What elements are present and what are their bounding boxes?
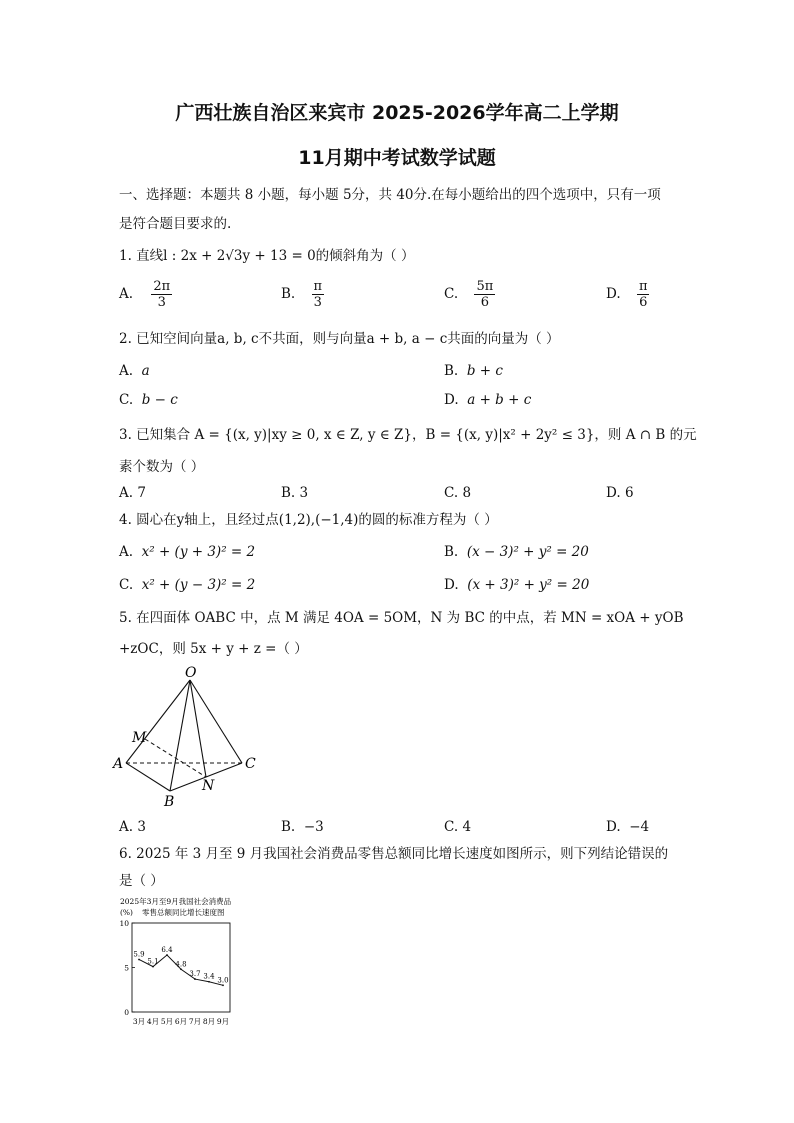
q2-option-c-label: C.	[119, 392, 134, 408]
q4-option-d-text: (x + 3)² + y² = 20	[467, 577, 590, 593]
label-a: A	[113, 756, 124, 772]
q5-option-b	[281, 818, 324, 836]
q4-option-a-label: A.	[119, 544, 134, 560]
chart-title-line2: 零售总额同比增长速度图	[142, 908, 225, 917]
x-tick-label: 4月	[146, 1017, 160, 1026]
q4-option-c	[119, 576, 255, 594]
data-value-label: 6.4	[161, 946, 173, 955]
q2-option-d	[444, 391, 531, 409]
data-value-label: 3.4	[203, 972, 215, 981]
x-tick-label: 6月	[174, 1017, 188, 1026]
q1-option-d-label: D.	[606, 286, 621, 302]
q1-option-c-num: 5π	[476, 279, 494, 294]
label-c: C	[245, 756, 256, 772]
q2-option-c	[119, 391, 178, 409]
q1-option-a-den: 3	[157, 295, 166, 310]
page-title-line1: 广西壮族自治区来宾市 2025-2026学年高二上学期	[175, 102, 619, 124]
edge-ab	[126, 763, 170, 791]
data-value-label: 3.7	[189, 970, 201, 979]
q1-option-b-den: 3	[313, 295, 322, 310]
q3-option-a-text: 7	[137, 485, 146, 501]
q1-option-c-frac	[474, 279, 495, 310]
q1-option-b-label: B.	[281, 286, 296, 302]
edge-oc	[190, 680, 242, 763]
q5-option-c-text: 4	[462, 819, 472, 835]
data-point	[152, 966, 154, 968]
q5-option-c-label: C.	[444, 819, 459, 835]
label-o: O	[185, 665, 197, 681]
q3-option-b	[281, 484, 308, 502]
q4-option-a	[119, 543, 255, 561]
q3-option-d-label: D.	[606, 485, 621, 501]
q2-option-a-text: a	[141, 363, 150, 379]
chart-title-line1: 2025年3月至9月我国社会消费品	[120, 897, 232, 906]
q5-option-d-label: D.	[606, 819, 621, 835]
q3-stem-line2: 素个数为（ ）	[119, 459, 205, 475]
section-intro-line1: 一、选择题：本题共 8 小题，每小题 5分，共 40分.在每小题给出的四个选项中，只有一项	[119, 187, 661, 203]
q1-stem: 1. 直线l : 2x + 2√3y + 13 = 0的倾斜角为（ ）	[119, 248, 415, 264]
q3-option-a-label: A.	[119, 485, 134, 501]
q4-option-b-label: B.	[444, 544, 459, 560]
segment-mn-dashed	[145, 739, 206, 777]
data-point	[194, 978, 196, 980]
edge-on	[190, 680, 206, 777]
q1-option-c	[444, 279, 495, 310]
q5-option-d-text: −4	[629, 819, 650, 835]
q5-option-a	[119, 818, 146, 836]
data-value-label: 3.0	[217, 976, 229, 985]
data-point	[138, 959, 140, 961]
q6-stem-line1: 6. 2025 年 3 月至 9 月我国社会消费品零售总额同比增长速度如图所示，则下列结论错误的	[119, 846, 669, 862]
y-tick-label: 5	[124, 963, 129, 973]
data-value-label: 5.1	[147, 957, 159, 966]
q5-option-a-text: 3	[137, 819, 146, 835]
q5-stem-line2: +zOC，则 5x + y + z =（ ）	[119, 641, 308, 657]
q2-option-d-label: D.	[444, 392, 459, 408]
q3-option-c	[444, 484, 471, 502]
q2-option-d-text: a + b + c	[467, 392, 532, 408]
q3-stem-line1: 3. 已知集合 A = {(x, y)|xy ≥ 0, x ∈ Z, y ∈ Z}，B = {(x, y)|x² + 2y² ≤ 3}，则 A ∩ B 的元	[119, 427, 697, 443]
q2-option-c-text: b − c	[141, 392, 178, 408]
retail-growth-chart	[112, 893, 252, 1029]
edge-oa	[126, 680, 190, 763]
q3-option-c-text: 8	[462, 485, 472, 501]
q1-option-b-num: π	[313, 279, 323, 294]
chart-y-unit: (%)	[120, 908, 133, 917]
x-tick-label: 7月	[188, 1017, 202, 1026]
q3-option-b-text: 3	[299, 485, 309, 501]
x-tick-label: 3月	[132, 1017, 146, 1026]
q2-option-b-text: b + c	[466, 363, 503, 379]
q5-option-c	[444, 818, 471, 836]
q2-option-a-label: A.	[119, 363, 134, 379]
q1-option-d-num: π	[638, 279, 648, 294]
y-tick-label: 0	[124, 1008, 129, 1017]
label-b: B	[164, 794, 175, 810]
q4-option-b-text: (x − 3)² + y² = 20	[466, 544, 589, 560]
data-point	[166, 954, 168, 956]
q3-option-b-label: B.	[281, 485, 296, 501]
q2-option-b-label: B.	[444, 363, 459, 379]
q2-option-a	[119, 362, 150, 380]
q1-option-c-label: C.	[444, 286, 459, 302]
q4-option-a-text: x² + (y + 3)² = 2	[141, 544, 256, 560]
x-tick-label: 8月	[202, 1017, 216, 1026]
q1-option-b-frac	[312, 279, 325, 310]
q4-option-c-text: x² + (y − 3)² = 2	[141, 577, 256, 593]
q1-option-d-den: 6	[639, 295, 648, 310]
q1-option-c-den: 6	[480, 295, 489, 310]
data-value-label: 5.9	[133, 950, 145, 959]
q3-option-c-label: C.	[444, 485, 459, 501]
q5-option-b-label: B.	[281, 819, 296, 835]
section-intro-line2: 是符合题目要求的.	[119, 216, 232, 232]
q4-stem: 4. 圆心在y轴上，且经过点(1,2),(−1,4)的圆的标准方程为（ ）	[119, 512, 498, 528]
q4-option-d-label: D.	[444, 577, 459, 593]
q1-option-a	[119, 279, 172, 310]
q6-stem-line2: 是（ ）	[119, 873, 164, 889]
data-point	[208, 981, 210, 983]
q1-option-a-frac	[151, 279, 172, 310]
q3-option-a	[119, 484, 146, 502]
q1-option-a-num: 2π	[153, 279, 171, 294]
label-m: M	[132, 730, 147, 746]
q2-option-b	[444, 362, 503, 380]
q5-option-a-label: A.	[119, 819, 134, 835]
q5-option-b-text: −3	[303, 819, 324, 835]
x-tick-label: 5月	[160, 1017, 174, 1026]
q1-option-d-frac	[637, 279, 650, 310]
edge-ob	[170, 680, 190, 791]
data-value-label: 4.8	[175, 960, 187, 969]
q2-stem: 2. 已知空间向量a, b, c不共面，则与向量a + b, a − c共面的向量为（ ）	[119, 331, 560, 347]
q4-option-d	[444, 576, 589, 594]
q5-option-d	[606, 818, 649, 836]
q5-stem-line1: 5. 在四面体 OABC 中，点 M 满足 4OA = 5OM，N 为 BC 的中点，若 MN = xOA + yOB	[119, 610, 684, 626]
q4-option-b	[444, 543, 589, 561]
page-title-line2: 11月期中考试数学试题	[298, 147, 496, 169]
tetrahedron-figure	[112, 664, 272, 812]
data-point	[222, 984, 224, 986]
x-tick-label: 9月	[216, 1017, 230, 1026]
y-tick-label: 10	[119, 919, 129, 928]
q1-option-b	[281, 279, 324, 310]
q1-option-d	[606, 279, 649, 310]
q1-option-a-label: A.	[119, 286, 134, 302]
label-n: N	[202, 778, 215, 794]
q3-option-d-text: 6	[624, 485, 634, 501]
q3-option-d	[606, 484, 634, 502]
data-point	[180, 968, 182, 970]
q4-option-c-label: C.	[119, 577, 134, 593]
